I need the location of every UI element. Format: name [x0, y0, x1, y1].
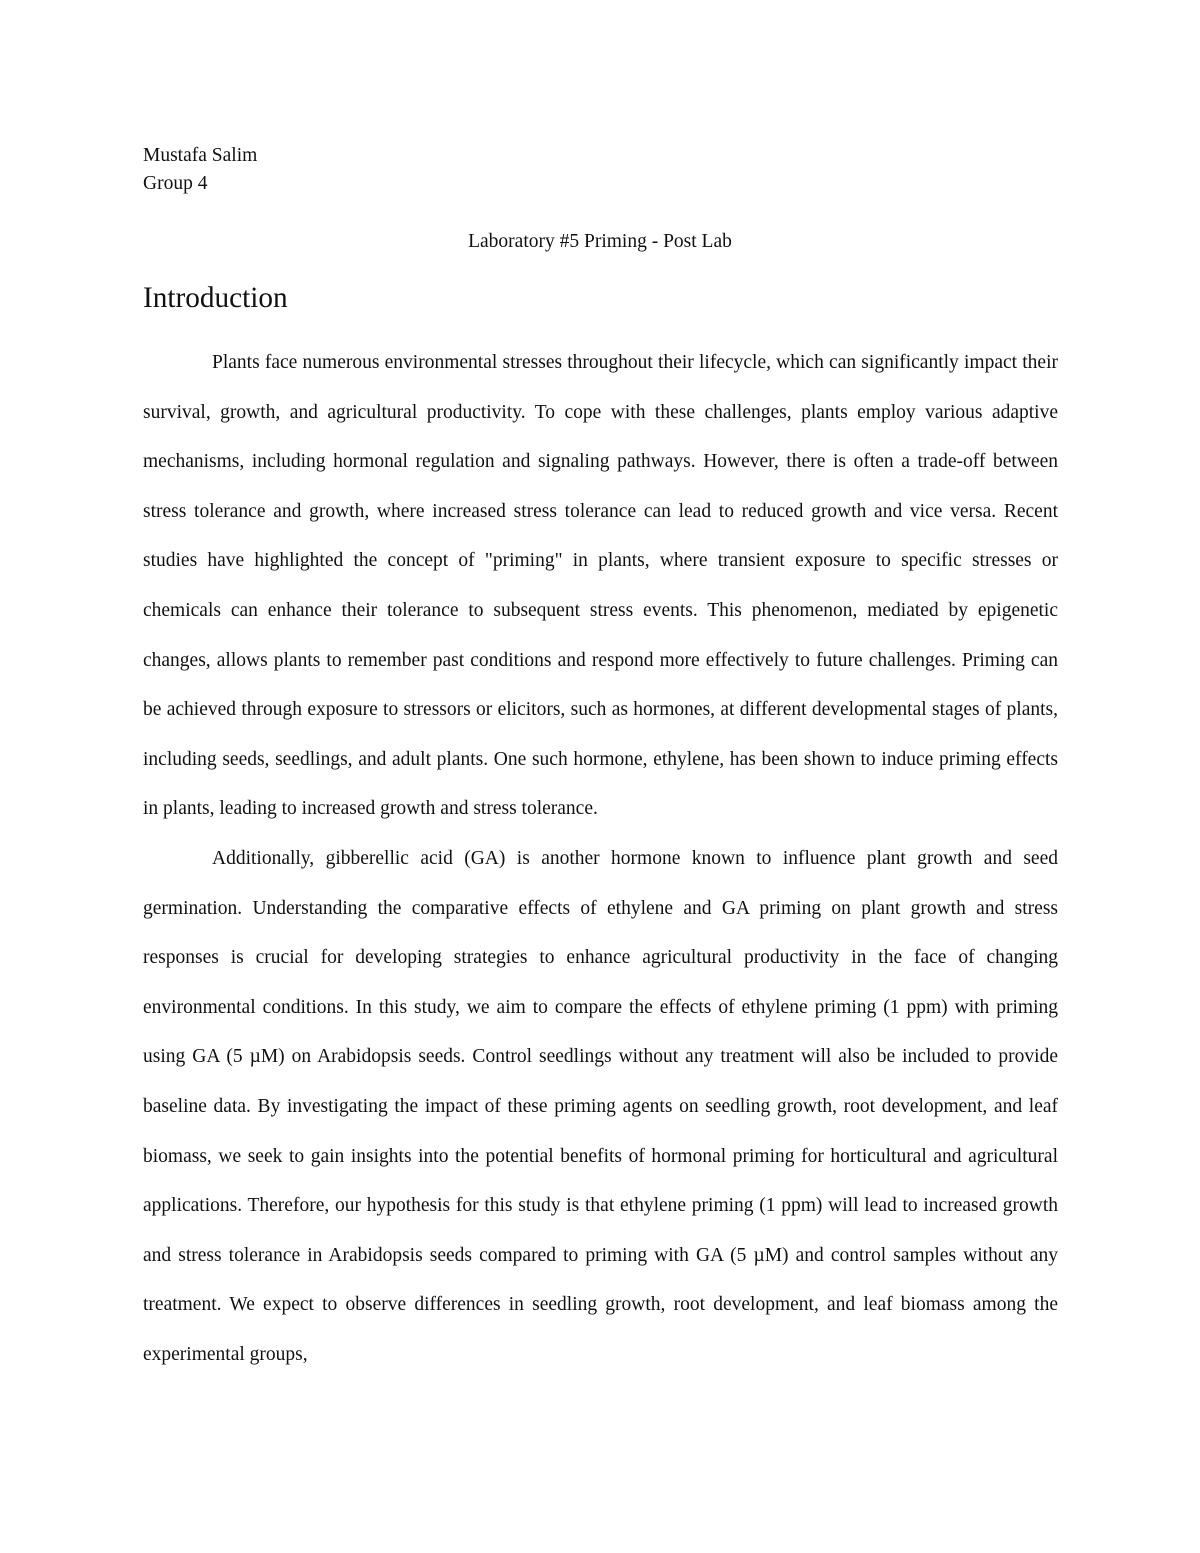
page-title: Laboratory #5 Priming - Post Lab	[468, 231, 732, 252]
section-heading-introduction: Introduction	[143, 282, 288, 314]
paragraph-2: Additionally, gibberellic acid (GA) is another hormone known to influence plant growth and seed germination. Understanding the comparative effects of ethylene and GA priming on plant growth and stress responses is crucial for developing strategies to enhance agricultural productivity in the face of changing environmental conditions. In this study, we aim to compare the effects of ethylene priming (1 ppm) with priming using GA (5 µM) on Arabidopsis seeds. Control seedlings without any treatment will also be included to provide baseline data. By investigating the impact of these priming agents on seedling growth, root development, and leaf biomass, we seek to gain insights into the potential benefits of hormonal priming for horticultural and agricultural applications. Therefore, our hypothesis for this study is that ethylene priming (1 ppm) will lead to increased growth and stress tolerance in Arabidopsis seeds compared to priming with GA (5 µM) and control samples without any treatment. We expect to observe differences in seedling growth, root development, and leaf biomass among the experimental groups,	[143, 847, 1058, 1365]
group-label: Group 4	[143, 173, 208, 194]
document-body	[143, 338, 1058, 1379]
author-name: Mustafa Salim	[143, 145, 258, 166]
paragraph-1: Plants face numerous environmental stresses throughout their lifecycle, which can significantly impact their survival, growth, and agricultural productivity. To cope with these challenges, plants employ various adaptive mechanisms, including hormonal regulation and signaling pathways. However, there is often a trade-off between stress tolerance and growth, where increased stress tolerance can lead to reduced growth and vice versa. Recent studies have highlighted the concept of "priming" in plants, where transient exposure to specific stresses or chemicals can enhance their tolerance to subsequent stress events. This phenomenon, mediated by epigenetic changes, allows plants to remember past conditions and respond more effectively to future challenges. Priming can be achieved through exposure to stressors or elicitors, such as hormones, at different developmental stages of plants, including seeds, seedlings, and adult plants. One such hormone, ethylene, has been shown to induce priming effects in plants, leading to increased growth and stress tolerance.	[143, 352, 1058, 820]
